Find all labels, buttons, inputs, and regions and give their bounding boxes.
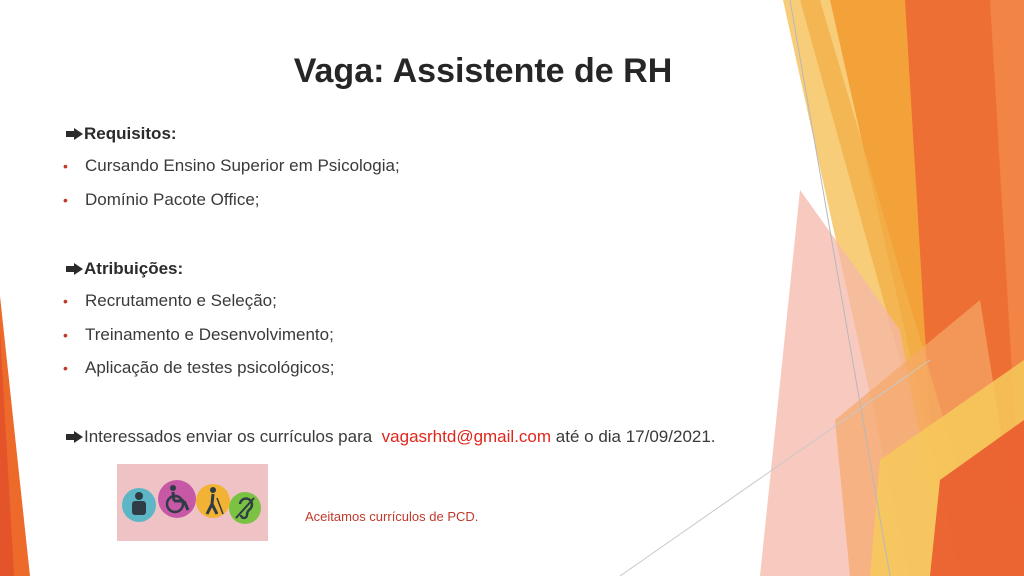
requisito-item-text: Cursando Ensino Superior em Psicologia; <box>85 156 400 175</box>
list-item: • Treinamento e Desenvolvimento; <box>63 325 334 344</box>
atribuicao-item-text: Treinamento e Desenvolvimento; <box>85 325 334 344</box>
requisitos-heading-row <box>66 124 177 144</box>
list-item: • Aplicação de testes psicológicos; <box>63 358 335 377</box>
arrow-right-icon <box>66 263 83 275</box>
pcd-note: Aceitamos currículos de PCD. <box>305 509 479 524</box>
contact-text-before: Interessados enviar os currículos para <box>84 427 373 446</box>
contact-line <box>66 427 716 447</box>
accessibility-icons <box>117 464 268 541</box>
list-item: • Recrutamento e Seleção; <box>63 291 277 310</box>
person-icon <box>122 488 156 522</box>
requisitos-heading: Requisitos: <box>84 124 177 143</box>
arrow-right-icon <box>66 431 83 443</box>
walking-blind-icon <box>196 484 230 518</box>
atribuicoes-heading-row <box>66 259 183 279</box>
hearing-icon <box>229 492 261 524</box>
contact-text-after: até o dia 17/09/2021. <box>555 427 716 446</box>
list-item: • Cursando Ensino Superior em Psicologia; <box>63 156 400 175</box>
atribuicoes-heading: Atribuições: <box>84 259 184 278</box>
requisito-item-text: Domínio Pacote Office; <box>85 190 260 209</box>
atribuicao-item-text: Aplicação de testes psicológicos; <box>85 358 335 377</box>
email-link[interactable]: vagasrhtd@gmail.com <box>381 427 552 446</box>
arrow-right-icon <box>66 128 83 140</box>
atribuicao-item-text: Recrutamento e Seleção; <box>85 291 277 310</box>
pcd-accessibility-image <box>117 464 268 541</box>
wheelchair-icon <box>158 480 196 518</box>
list-item: • Domínio Pacote Office; <box>63 190 260 209</box>
slide-title: Vaga: Assistente de RH <box>293 52 673 90</box>
